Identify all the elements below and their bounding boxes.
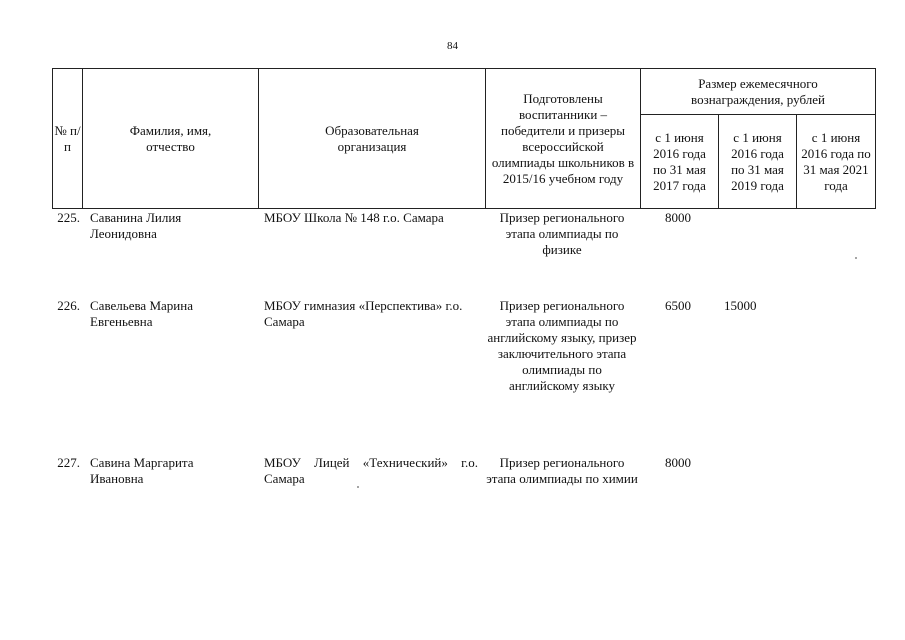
row-org: МБОУ гимназия «Перспектива» г.о. Самара <box>264 298 463 329</box>
row-achievement: Призер регионального этапа олимпиады по физике <box>499 210 625 257</box>
row-name: Савина Маргарита Ивановна <box>90 455 194 486</box>
row-reward-2017: 6500 <box>665 298 691 313</box>
table-header <box>52 68 876 209</box>
row-achievement: Призер регионального этапа олимпиады по английскому языку, призер заключительного этапа олимпиады по английскому языку <box>487 298 637 393</box>
row-org: МБОУ Школа № 148 г.о. Самара <box>264 210 444 225</box>
row-number: 226. <box>57 298 80 313</box>
scan-speck <box>357 486 359 488</box>
header-num: № п/п <box>53 69 83 209</box>
header-period-2021: с 1 июня 2016 года по 31 мая 2021 года <box>797 115 876 209</box>
page-number: 84 <box>447 40 458 52</box>
row-name: Савельева Марина Евгеньевна <box>90 298 193 329</box>
scan-speck <box>855 257 857 259</box>
header-reward: Размер ежемесячного вознаграждения, рублей <box>641 69 876 115</box>
header-period-2019: с 1 июня 2016 года по 31 мая 2019 года <box>719 115 797 209</box>
row-reward-2017: 8000 <box>665 455 691 470</box>
header-prepared: Подготовлены воспитанники – победители и призеры всероссийской олимпиады школьников в 2015/16 учебном году <box>486 69 641 209</box>
row-reward-2017: 8000 <box>665 210 691 225</box>
row-number: 227. <box>57 455 80 470</box>
header-name: Фамилия, имя, отчество <box>83 69 259 209</box>
row-reward-2019: 15000 <box>724 298 757 313</box>
header-period-2017: с 1 июня 2016 года по 31 мая 2017 года <box>641 115 719 209</box>
row-org: МБОУ Лицей «Технический» г.о. Самара <box>264 455 478 486</box>
row-name: Саванина Лилия Леонидовна <box>90 210 182 241</box>
header-org: Образовательная организация <box>259 69 486 209</box>
row-number: 225. <box>57 210 80 225</box>
row-achievement: Призер регионального этапа олимпиады по химии <box>486 455 638 486</box>
